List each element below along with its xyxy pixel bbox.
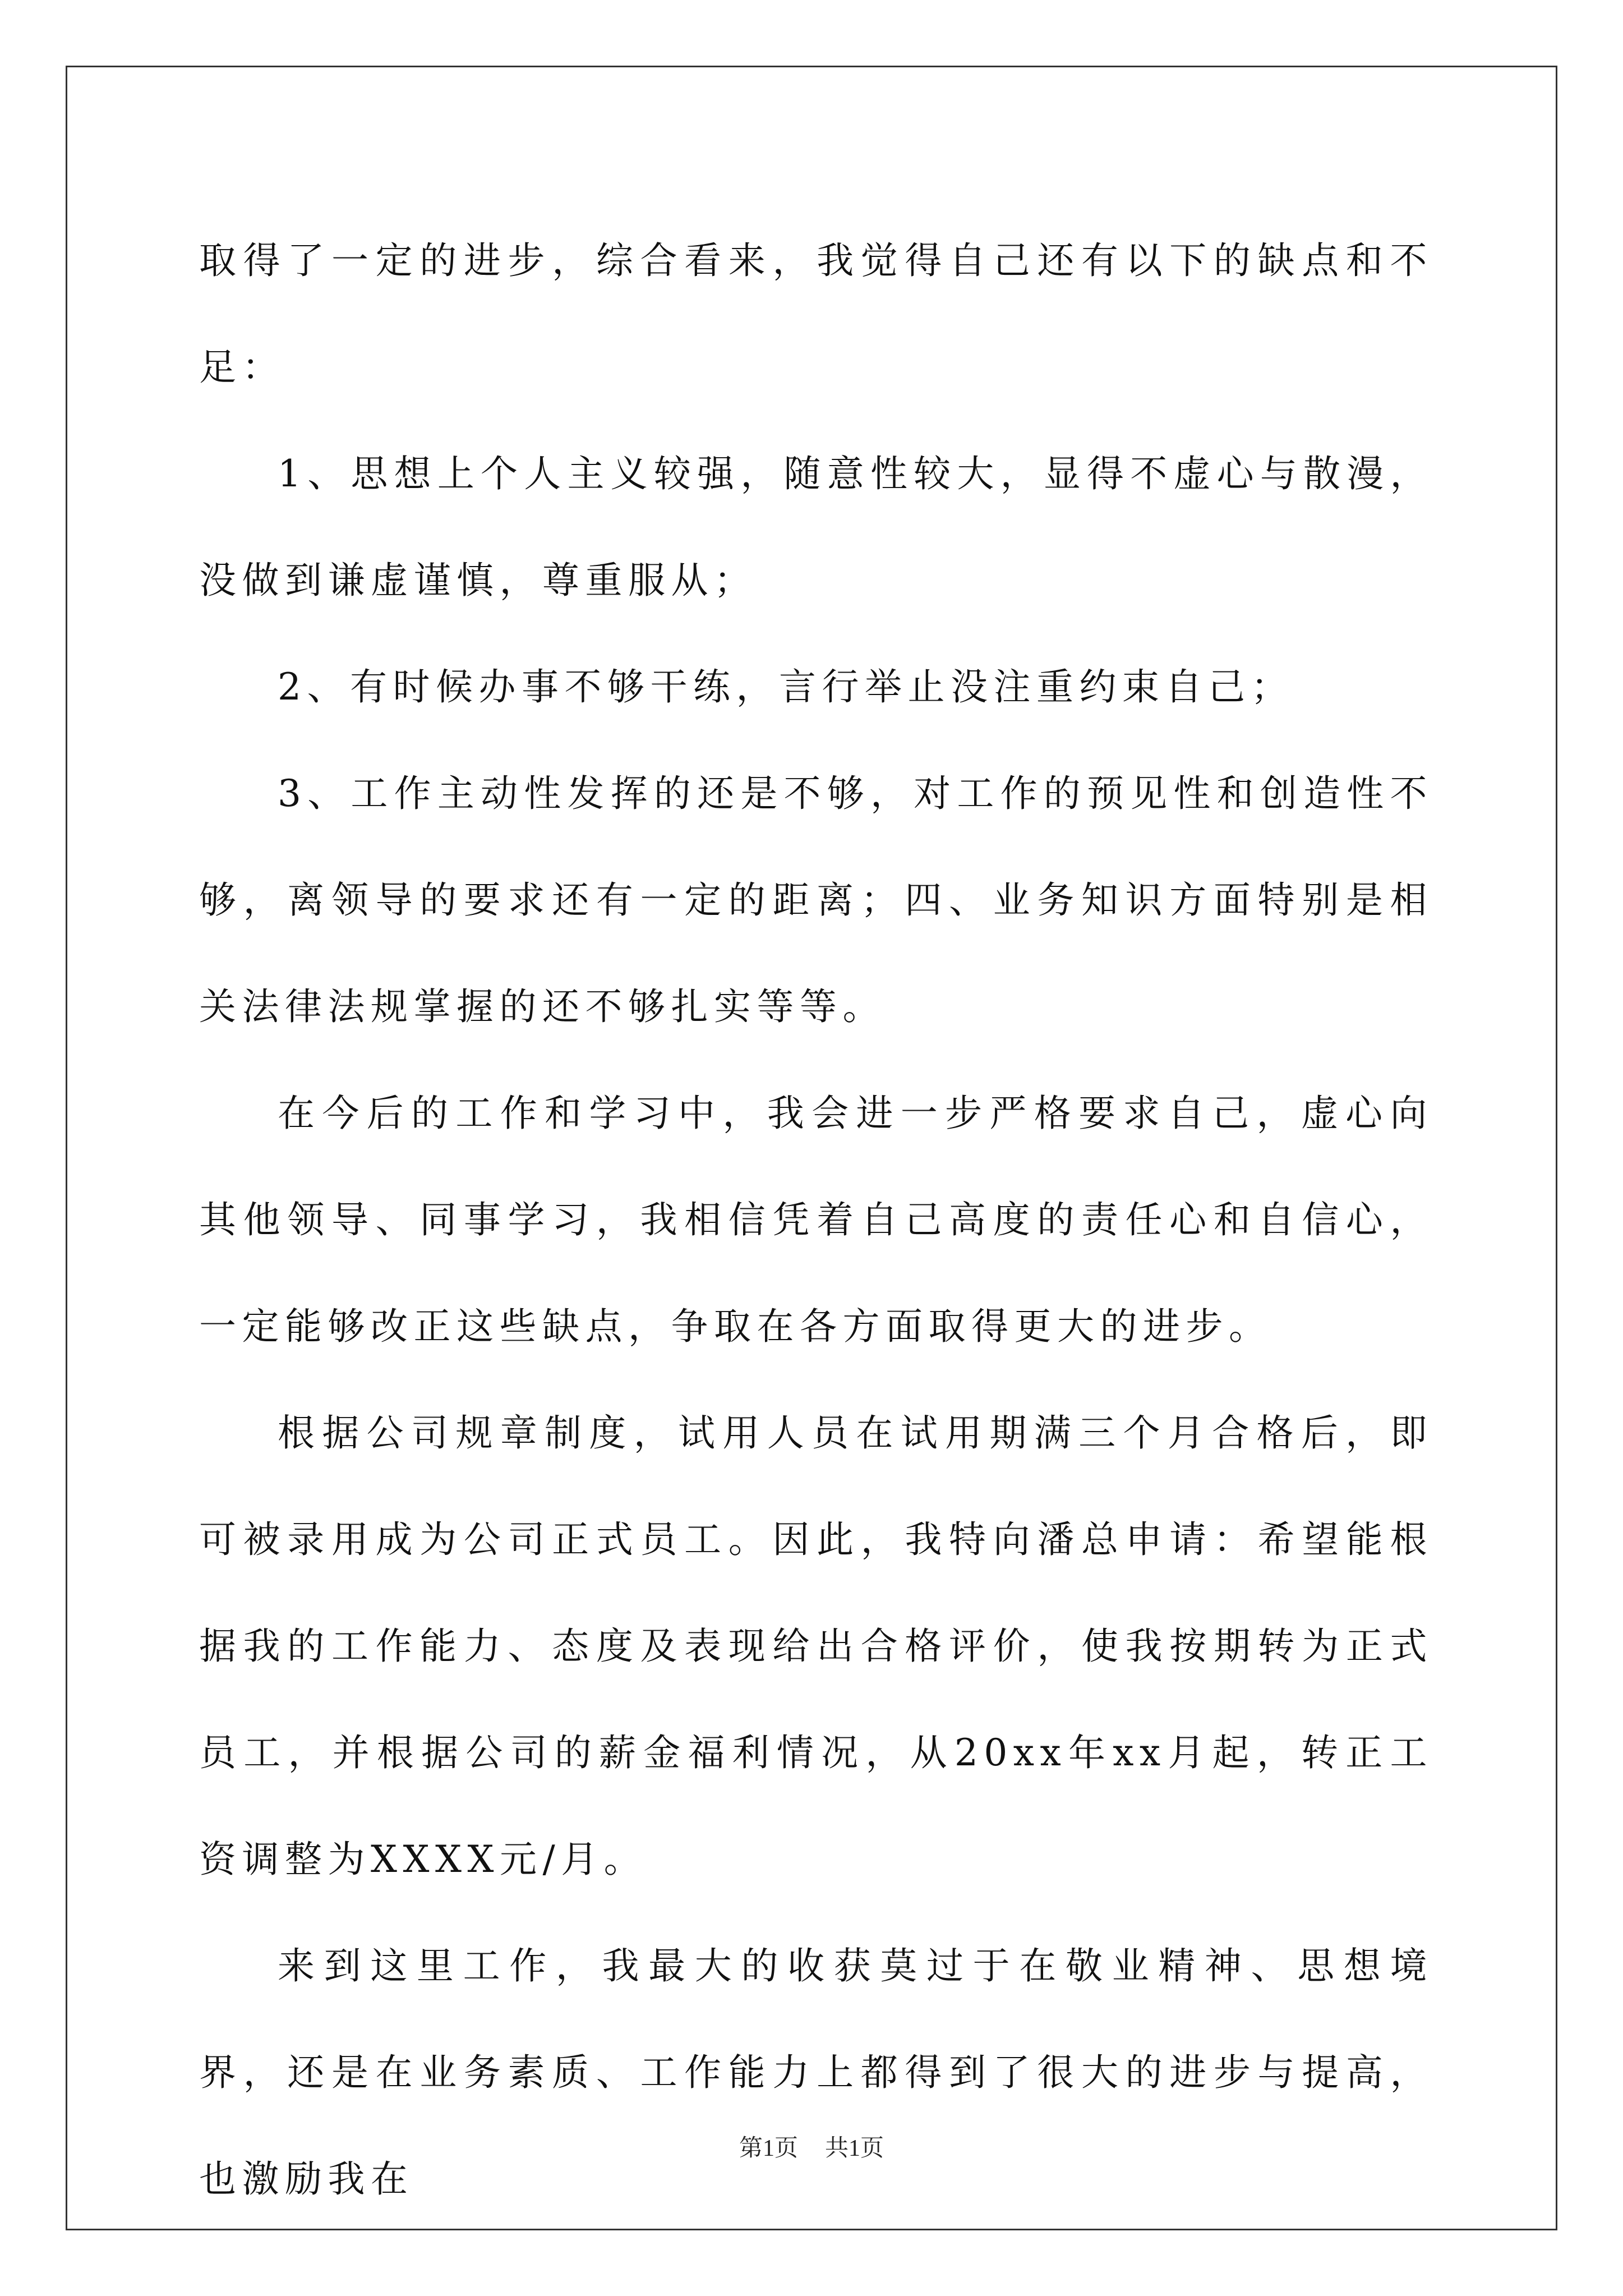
paragraph-2: 1、思想上个人主义较强，随意性较大，显得不虚心与散漫，没做到谦虚谨慎，尊重服从； — [199, 452, 1433, 602]
paragraph-6: 根据公司规章制度，试用人员在试用期满三个月合格后，即可被录用成为公司正式员工。因此，我特向潘总申请：希望能根据我的工作能力、态度及表现给出合格评价，使我按期转为正式员工，并根据公司的薪金福利情况，从20xx年xx月起，转正工资调整为XXXX元/月。 — [199, 1411, 1433, 1881]
page-total: 共1页 — [825, 2136, 884, 2161]
page-footer — [0, 2132, 1623, 2165]
paragraph-5: 在今后的工作和学习中，我会进一步严格要求自己，虚心向其他领导、同事学习，我相信凭着自己高度的责任心和自信心，一定能够改正这些缺点，争取在各方面取得更大的进步。 — [199, 1092, 1433, 1348]
page-number: 第1页 — [739, 2136, 798, 2161]
document-body — [199, 208, 1433, 2233]
paragraph-3: 2、有时候办事不够干练，言行举止没注重约束自己； — [278, 665, 1294, 708]
paragraph-7: 来到这里工作，我最大的收获莫过于在敬业精神、思想境界，还是在业务素质、工作能力上都得到了很大的进步与提高，也激励我在 — [199, 1944, 1433, 2201]
paragraph-1: 取得了一定的进步，综合看来，我觉得自己还有以下的缺点和不足： — [199, 239, 1433, 389]
paragraph-4: 3、工作主动性发挥的还是不够，对工作的预见性和创造性不够，离领导的要求还有一定的距离；四、业务知识方面特别是相关法律法规掌握的还不够扎实等等。 — [199, 772, 1433, 1028]
